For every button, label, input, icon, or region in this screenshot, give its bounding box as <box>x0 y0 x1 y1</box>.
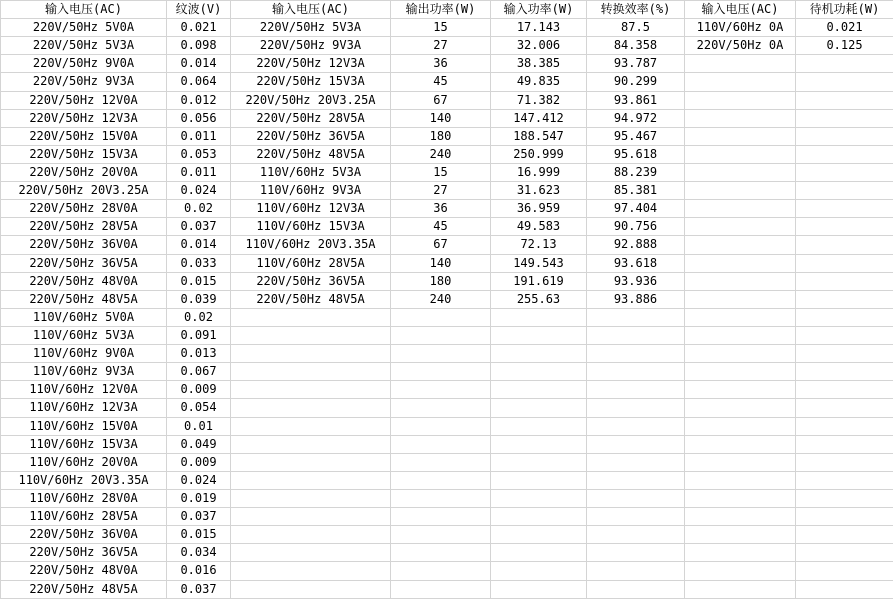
data-cell[interactable]: 220V/50Hz 36V0A <box>1 236 167 254</box>
data-cell[interactable]: 93.861 <box>587 91 685 109</box>
data-cell[interactable] <box>587 453 685 471</box>
data-cell[interactable] <box>391 308 491 326</box>
data-cell[interactable] <box>491 562 587 580</box>
table-row <box>1 290 893 308</box>
data-cell[interactable]: 220V/50Hz 36V5A <box>1 254 167 272</box>
data-cell[interactable]: 27 <box>391 37 491 55</box>
data-cell[interactable] <box>796 163 893 181</box>
column-header-cell[interactable]: 输入功率(W) <box>491 1 587 19</box>
data-cell[interactable]: 0.024 <box>167 182 231 200</box>
data-cell[interactable] <box>796 399 893 417</box>
data-cell[interactable]: 90.756 <box>587 218 685 236</box>
data-cell[interactable] <box>231 544 391 562</box>
data-cell[interactable]: 110V/60Hz 5V3A <box>231 163 391 181</box>
data-cell[interactable] <box>796 272 893 290</box>
data-cell[interactable]: 240 <box>391 145 491 163</box>
data-cell[interactable] <box>231 345 391 363</box>
data-cell[interactable]: 0.021 <box>796 19 893 37</box>
data-cell[interactable] <box>796 453 893 471</box>
data-cell[interactable] <box>391 580 491 599</box>
data-cell[interactable]: 0.009 <box>167 381 231 399</box>
data-cell[interactable] <box>685 326 796 344</box>
data-cell[interactable] <box>685 218 796 236</box>
data-cell[interactable] <box>796 308 893 326</box>
data-cell[interactable]: 149.543 <box>491 254 587 272</box>
data-cell[interactable]: 93.787 <box>587 55 685 73</box>
data-cell[interactable]: 92.888 <box>587 236 685 254</box>
data-cell[interactable] <box>796 236 893 254</box>
data-cell[interactable]: 220V/50Hz 20V3.25A <box>231 91 391 109</box>
data-cell[interactable] <box>796 200 893 218</box>
data-cell[interactable] <box>587 526 685 544</box>
data-cell[interactable] <box>685 290 796 308</box>
data-cell[interactable] <box>491 508 587 526</box>
column-header-cell[interactable]: 输入电压(AC) <box>685 1 796 19</box>
column-header-cell[interactable]: 纹波(V) <box>167 1 231 19</box>
data-cell[interactable] <box>685 435 796 453</box>
data-cell[interactable] <box>796 254 893 272</box>
table-row <box>1 526 893 544</box>
table-row <box>1 363 893 381</box>
data-cell[interactable] <box>391 417 491 435</box>
data-cell[interactable] <box>231 489 391 507</box>
data-cell[interactable]: 110V/60Hz 20V3.35A <box>231 236 391 254</box>
data-cell[interactable] <box>231 562 391 580</box>
data-cell[interactable] <box>587 580 685 599</box>
data-cell[interactable]: 180 <box>391 272 491 290</box>
data-cell[interactable]: 188.547 <box>491 127 587 145</box>
data-cell[interactable] <box>231 471 391 489</box>
data-cell[interactable]: 220V/50Hz 12V3A <box>231 55 391 73</box>
data-cell[interactable] <box>491 453 587 471</box>
data-cell[interactable]: 15 <box>391 163 491 181</box>
data-cell[interactable]: 220V/50Hz 12V0A <box>1 91 167 109</box>
data-cell[interactable]: 110V/60Hz 9V3A <box>231 182 391 200</box>
data-cell[interactable] <box>685 489 796 507</box>
data-cell[interactable] <box>231 417 391 435</box>
data-cell[interactable]: 38.385 <box>491 55 587 73</box>
data-cell[interactable]: 45 <box>391 218 491 236</box>
data-cell[interactable] <box>685 73 796 91</box>
data-cell[interactable] <box>685 453 796 471</box>
data-cell[interactable]: 0.024 <box>167 471 231 489</box>
data-cell[interactable]: 255.63 <box>491 290 587 308</box>
data-cell[interactable]: 147.412 <box>491 109 587 127</box>
data-cell[interactable]: 110V/60Hz 0A <box>685 19 796 37</box>
data-cell[interactable]: 220V/50Hz 9V3A <box>1 73 167 91</box>
data-cell[interactable] <box>685 308 796 326</box>
data-cell[interactable]: 180 <box>391 127 491 145</box>
data-cell[interactable] <box>796 73 893 91</box>
data-cell[interactable]: 0.013 <box>167 345 231 363</box>
data-cell[interactable]: 110V/60Hz 28V0A <box>1 489 167 507</box>
table-row <box>1 544 893 562</box>
data-cell[interactable] <box>587 544 685 562</box>
data-cell[interactable] <box>491 580 587 599</box>
data-cell[interactable]: 220V/50Hz 48V0A <box>1 272 167 290</box>
data-cell[interactable]: 0.098 <box>167 37 231 55</box>
table-row <box>1 508 893 526</box>
data-cell[interactable]: 220V/50Hz 5V3A <box>231 19 391 37</box>
data-cell[interactable]: 88.239 <box>587 163 685 181</box>
data-cell[interactable]: 0.039 <box>167 290 231 308</box>
column-header-cell[interactable]: 转换效率(%) <box>587 1 685 19</box>
data-cell[interactable] <box>685 471 796 489</box>
data-cell[interactable] <box>391 544 491 562</box>
data-cell[interactable]: 220V/50Hz 5V3A <box>1 37 167 55</box>
data-cell[interactable] <box>231 580 391 599</box>
data-cell[interactable]: 84.358 <box>587 37 685 55</box>
data-cell[interactable] <box>685 417 796 435</box>
table-row <box>1 109 893 127</box>
data-cell[interactable] <box>685 508 796 526</box>
data-cell[interactable]: 0.014 <box>167 55 231 73</box>
data-cell[interactable] <box>391 489 491 507</box>
table-row <box>1 145 893 163</box>
data-cell[interactable]: 0.053 <box>167 145 231 163</box>
data-cell[interactable]: 0.056 <box>167 109 231 127</box>
data-cell[interactable]: 220V/50Hz 20V0A <box>1 163 167 181</box>
data-cell[interactable]: 110V/60Hz 15V3A <box>231 218 391 236</box>
data-cell[interactable] <box>796 55 893 73</box>
data-cell[interactable] <box>491 308 587 326</box>
data-cell[interactable] <box>491 471 587 489</box>
data-cell[interactable] <box>231 326 391 344</box>
data-cell[interactable]: 191.619 <box>491 272 587 290</box>
data-cell[interactable]: 71.382 <box>491 91 587 109</box>
data-cell[interactable] <box>685 363 796 381</box>
data-cell[interactable] <box>685 55 796 73</box>
data-cell[interactable] <box>796 218 893 236</box>
data-cell[interactable] <box>587 508 685 526</box>
data-cell[interactable] <box>796 127 893 145</box>
data-cell[interactable] <box>231 453 391 471</box>
table-row <box>1 435 893 453</box>
data-cell[interactable] <box>685 580 796 599</box>
data-cell[interactable] <box>391 345 491 363</box>
data-cell[interactable]: 0.02 <box>167 200 231 218</box>
data-cell[interactable] <box>587 417 685 435</box>
data-cell[interactable]: 140 <box>391 109 491 127</box>
data-cell[interactable] <box>685 272 796 290</box>
data-cell[interactable] <box>685 254 796 272</box>
data-cell[interactable] <box>685 127 796 145</box>
data-cell[interactable] <box>491 345 587 363</box>
spreadsheet-body <box>1 1 893 599</box>
data-cell[interactable] <box>685 562 796 580</box>
table-row <box>1 182 893 200</box>
table-row <box>1 200 893 218</box>
data-cell[interactable]: 0.012 <box>167 91 231 109</box>
data-cell[interactable] <box>491 399 587 417</box>
data-cell[interactable] <box>796 489 893 507</box>
data-cell[interactable] <box>587 471 685 489</box>
data-cell[interactable] <box>391 453 491 471</box>
data-cell[interactable]: 0.067 <box>167 363 231 381</box>
data-cell[interactable]: 94.972 <box>587 109 685 127</box>
data-cell[interactable]: 32.006 <box>491 37 587 55</box>
data-cell[interactable] <box>796 417 893 435</box>
data-cell[interactable] <box>491 363 587 381</box>
data-cell[interactable] <box>796 109 893 127</box>
data-cell[interactable]: 220V/50Hz 15V0A <box>1 127 167 145</box>
column-header-cell[interactable]: 输出功率(W) <box>391 1 491 19</box>
data-cell[interactable]: 49.583 <box>491 218 587 236</box>
data-cell[interactable]: 49.835 <box>491 73 587 91</box>
data-cell[interactable]: 110V/60Hz 28V5A <box>1 508 167 526</box>
data-cell[interactable]: 97.404 <box>587 200 685 218</box>
data-cell[interactable]: 36.959 <box>491 200 587 218</box>
data-cell[interactable] <box>796 562 893 580</box>
data-cell[interactable]: 93.886 <box>587 290 685 308</box>
data-cell[interactable]: 15 <box>391 19 491 37</box>
data-cell[interactable]: 220V/50Hz 15V3A <box>1 145 167 163</box>
data-cell[interactable] <box>391 399 491 417</box>
data-cell[interactable]: 0.019 <box>167 489 231 507</box>
data-cell[interactable] <box>391 435 491 453</box>
data-cell[interactable]: 110V/60Hz 20V3.35A <box>1 471 167 489</box>
data-cell[interactable] <box>587 399 685 417</box>
table-row <box>1 272 893 290</box>
data-cell[interactable] <box>587 345 685 363</box>
data-cell[interactable]: 87.5 <box>587 19 685 37</box>
data-cell[interactable]: 220V/50Hz 48V0A <box>1 562 167 580</box>
data-cell[interactable] <box>491 326 587 344</box>
table-row <box>1 489 893 507</box>
data-cell[interactable]: 95.467 <box>587 127 685 145</box>
data-cell[interactable] <box>391 381 491 399</box>
data-cell[interactable]: 240 <box>391 290 491 308</box>
data-cell[interactable]: 110V/60Hz 12V0A <box>1 381 167 399</box>
data-cell[interactable]: 0.037 <box>167 580 231 599</box>
data-cell[interactable] <box>796 471 893 489</box>
data-cell[interactable]: 16.999 <box>491 163 587 181</box>
data-cell[interactable]: 85.381 <box>587 182 685 200</box>
column-header-cell[interactable]: 输入电压(AC) <box>231 1 391 19</box>
data-cell[interactable]: 110V/60Hz 12V3A <box>1 399 167 417</box>
data-cell[interactable]: 0.033 <box>167 254 231 272</box>
data-cell[interactable] <box>491 489 587 507</box>
data-cell[interactable]: 0.01 <box>167 417 231 435</box>
data-cell[interactable]: 220V/50Hz 36V5A <box>1 544 167 562</box>
data-cell[interactable] <box>491 526 587 544</box>
data-cell[interactable]: 220V/50Hz 5V0A <box>1 19 167 37</box>
table-row <box>1 471 893 489</box>
data-cell[interactable] <box>685 526 796 544</box>
data-cell[interactable]: 110V/60Hz 12V3A <box>231 200 391 218</box>
data-cell[interactable]: 110V/60Hz 20V0A <box>1 453 167 471</box>
data-cell[interactable]: 67 <box>391 91 491 109</box>
data-cell[interactable] <box>391 326 491 344</box>
table-row <box>1 381 893 399</box>
data-cell[interactable] <box>685 91 796 109</box>
data-cell[interactable] <box>796 381 893 399</box>
table-row <box>1 345 893 363</box>
data-cell[interactable]: 95.618 <box>587 145 685 163</box>
data-cell[interactable] <box>587 326 685 344</box>
data-cell[interactable]: 220V/50Hz 36V0A <box>1 526 167 544</box>
data-cell[interactable] <box>231 308 391 326</box>
data-cell[interactable] <box>796 544 893 562</box>
table-row <box>1 127 893 145</box>
data-cell[interactable] <box>391 471 491 489</box>
table-row <box>1 73 893 91</box>
data-cell[interactable]: 0.016 <box>167 562 231 580</box>
data-cell[interactable]: 0.034 <box>167 544 231 562</box>
data-cell[interactable] <box>587 363 685 381</box>
table-row <box>1 236 893 254</box>
header-row <box>1 1 893 19</box>
data-cell[interactable] <box>796 290 893 308</box>
data-cell[interactable]: 0.049 <box>167 435 231 453</box>
data-cell[interactable] <box>491 435 587 453</box>
data-cell[interactable]: 17.143 <box>491 19 587 37</box>
data-cell[interactable]: 220V/50Hz 28V5A <box>231 109 391 127</box>
data-cell[interactable] <box>231 381 391 399</box>
data-cell[interactable]: 220V/50Hz 28V5A <box>1 218 167 236</box>
table-row <box>1 580 893 599</box>
data-cell[interactable]: 220V/50Hz 48V5A <box>1 580 167 599</box>
table-row <box>1 163 893 181</box>
data-cell[interactable]: 110V/60Hz 9V3A <box>1 363 167 381</box>
data-cell[interactable] <box>231 399 391 417</box>
data-cell[interactable] <box>685 182 796 200</box>
table-row <box>1 19 893 37</box>
data-cell[interactable]: 140 <box>391 254 491 272</box>
data-cell[interactable]: 110V/60Hz 15V3A <box>1 435 167 453</box>
data-cell[interactable]: 110V/60Hz 9V0A <box>1 345 167 363</box>
data-cell[interactable] <box>796 145 893 163</box>
table-row <box>1 453 893 471</box>
data-cell[interactable] <box>796 526 893 544</box>
column-header-cell[interactable]: 待机功耗(W) <box>796 1 893 19</box>
data-cell[interactable]: 0.064 <box>167 73 231 91</box>
data-cell[interactable] <box>391 363 491 381</box>
data-cell[interactable]: 0.054 <box>167 399 231 417</box>
data-cell[interactable] <box>796 326 893 344</box>
data-cell[interactable]: 0.037 <box>167 218 231 236</box>
data-cell[interactable] <box>796 345 893 363</box>
data-cell[interactable]: 36 <box>391 200 491 218</box>
data-cell[interactable] <box>796 580 893 599</box>
data-cell[interactable]: 72.13 <box>491 236 587 254</box>
column-header-cell[interactable]: 输入电压(AC) <box>1 1 167 19</box>
table-row <box>1 417 893 435</box>
data-cell[interactable]: 220V/50Hz 20V3.25A <box>1 182 167 200</box>
data-cell[interactable] <box>491 417 587 435</box>
data-cell[interactable] <box>587 435 685 453</box>
table-row <box>1 399 893 417</box>
data-cell[interactable]: 0.011 <box>167 127 231 145</box>
data-cell[interactable] <box>391 562 491 580</box>
data-cell[interactable]: 0.021 <box>167 19 231 37</box>
data-cell[interactable] <box>491 381 587 399</box>
data-cell[interactable]: 220V/50Hz 36V5A <box>231 127 391 145</box>
data-cell[interactable]: 0.011 <box>167 163 231 181</box>
data-cell[interactable]: 93.936 <box>587 272 685 290</box>
data-cell[interactable] <box>685 109 796 127</box>
table-row <box>1 37 893 55</box>
data-cell[interactable]: 0.125 <box>796 37 893 55</box>
data-cell[interactable] <box>587 308 685 326</box>
data-cell[interactable] <box>685 345 796 363</box>
data-cell[interactable] <box>796 363 893 381</box>
data-cell[interactable] <box>796 435 893 453</box>
data-cell[interactable] <box>391 508 491 526</box>
data-cell[interactable]: 67 <box>391 236 491 254</box>
data-cell[interactable]: 220V/50Hz 48V5A <box>1 290 167 308</box>
table-row <box>1 562 893 580</box>
data-cell[interactable]: 110V/60Hz 5V0A <box>1 308 167 326</box>
data-cell[interactable] <box>587 562 685 580</box>
data-cell[interactable]: 110V/60Hz 28V5A <box>231 254 391 272</box>
data-cell[interactable] <box>391 526 491 544</box>
table-row <box>1 55 893 73</box>
data-cell[interactable]: 220V/50Hz 48V5A <box>231 145 391 163</box>
data-cell[interactable] <box>231 526 391 544</box>
data-cell[interactable] <box>796 508 893 526</box>
data-cell[interactable]: 220V/50Hz 9V0A <box>1 55 167 73</box>
data-cell[interactable] <box>587 381 685 399</box>
data-cell[interactable]: 0.02 <box>167 308 231 326</box>
data-cell[interactable] <box>685 236 796 254</box>
data-cell[interactable] <box>796 91 893 109</box>
data-cell[interactable] <box>685 163 796 181</box>
data-cell[interactable]: 93.618 <box>587 254 685 272</box>
data-cell[interactable] <box>685 381 796 399</box>
data-cell[interactable]: 220V/50Hz 28V0A <box>1 200 167 218</box>
data-cell[interactable]: 220V/50Hz 15V3A <box>231 73 391 91</box>
table-row <box>1 91 893 109</box>
data-cell[interactable] <box>685 544 796 562</box>
data-cell[interactable] <box>587 489 685 507</box>
data-cell[interactable]: 0.014 <box>167 236 231 254</box>
data-cell[interactable] <box>231 363 391 381</box>
data-cell[interactable]: 110V/60Hz 5V3A <box>1 326 167 344</box>
table-row <box>1 218 893 236</box>
data-cell[interactable]: 45 <box>391 73 491 91</box>
data-cell[interactable]: 36 <box>391 55 491 73</box>
data-cell[interactable]: 0.015 <box>167 526 231 544</box>
data-cell[interactable] <box>685 200 796 218</box>
data-cell[interactable]: 90.299 <box>587 73 685 91</box>
data-cell[interactable]: 220V/50Hz 9V3A <box>231 37 391 55</box>
data-cell[interactable]: 220V/50Hz 0A <box>685 37 796 55</box>
data-cell[interactable]: 220V/50Hz 36V5A <box>231 272 391 290</box>
data-cell[interactable]: 0.009 <box>167 453 231 471</box>
data-cell[interactable]: 250.999 <box>491 145 587 163</box>
data-cell[interactable] <box>231 508 391 526</box>
table-row <box>1 326 893 344</box>
data-cell[interactable]: 220V/50Hz 48V5A <box>231 290 391 308</box>
data-cell[interactable]: 27 <box>391 182 491 200</box>
table-row <box>1 308 893 326</box>
data-cell[interactable]: 220V/50Hz 12V3A <box>1 109 167 127</box>
data-cell[interactable] <box>491 544 587 562</box>
data-cell[interactable]: 0.015 <box>167 272 231 290</box>
data-cell[interactable]: 0.037 <box>167 508 231 526</box>
data-cell[interactable]: 0.091 <box>167 326 231 344</box>
data-cell[interactable] <box>796 182 893 200</box>
data-cell[interactable] <box>685 399 796 417</box>
data-cell[interactable]: 31.623 <box>491 182 587 200</box>
data-cell[interactable]: 110V/60Hz 15V0A <box>1 417 167 435</box>
data-cell[interactable] <box>685 145 796 163</box>
table-row <box>1 254 893 272</box>
data-cell[interactable] <box>231 435 391 453</box>
